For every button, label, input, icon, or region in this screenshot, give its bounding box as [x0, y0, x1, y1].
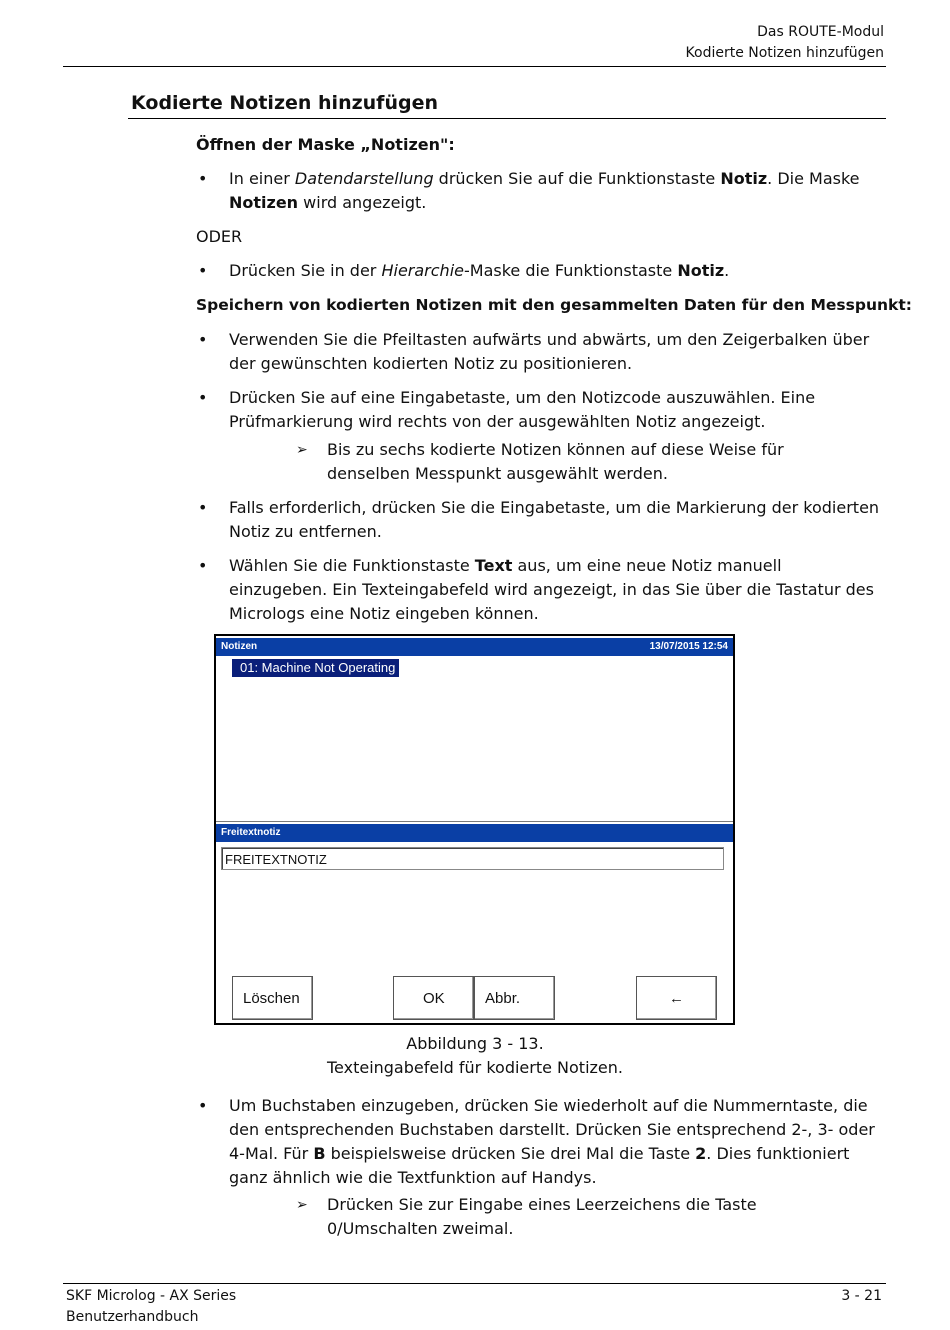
page-number: 3 - 21 [841, 1288, 882, 1304]
bullet-text-save-1: Verwenden Sie die Pfeiltasten aufwärts und abwärts, um den Zeigerbalken über der gewünschten kodierten Notiz zu positionieren. [229, 330, 870, 373]
bullet-text-letters: Um Buchstaben einzugeben, drücken Sie wiederholt auf die Nummerntaste, die den entsprechenden Buchstaben darstellt. Drücken Sie entsprechend 2-, 3- oder 4-Mal. Für B beispielsweise drücken Sie drei Mal die Taste 2. Dies funktioniert ganz ähnlich wie die Textfunktion auf Handys. [229, 1096, 875, 1187]
divider [216, 821, 733, 822]
figure-caption-number: Abbildung 3 - 13. [406, 1034, 544, 1053]
arrow-bullet-icon: ➢ [296, 1197, 308, 1213]
arrow-bullet-icon: ➢ [296, 442, 308, 458]
bullet-text-open-1: In einer Datendarstellung drücken Sie auf die Funktionstaste Notiz. Die Maske Notizen wird angezeigt. [229, 169, 860, 212]
footer-product: SKF Microlog - AX Series [66, 1288, 237, 1304]
figure-caption-text: Texteingabefeld für kodierte Notizen. [326, 1058, 623, 1077]
back-arrow-button[interactable]: ← [636, 976, 717, 1020]
freitext-input[interactable]: FREITEXTNOTIZ [221, 847, 724, 870]
title-rule [128, 118, 886, 119]
sub-bullet-text-1: Bis zu sechs kodierte Notizen können auf diese Weise für denselben Messpunkt ausgewählt werden. [327, 440, 784, 483]
freitext-title: Freitextnotiz [221, 827, 281, 838]
bullet: • [198, 169, 208, 188]
loeschen-button[interactable]: Löschen [232, 976, 313, 1020]
bullet-text-save-4: Wählen Sie die Funktionstaste Text aus, um eine neue Notiz manuell einzugeben. Ein Texteingabefeld wird angezeigt, in das Sie über die Tastatur des Micrologs eine Notiz eingeben können. [229, 556, 874, 623]
bullet-text-save-2: Drücken Sie auf eine Eingabetaste, um den Notizcode auszuwählen. Eine Prüfmarkierung wird rechts von der ausgewählten Notiz angezeigt. [229, 388, 816, 431]
oder-label: ODER [196, 227, 243, 246]
bullet: • [198, 388, 208, 407]
bullet-text-open-2: Drücken Sie in der Hierarchie-Maske die Funktionstaste Notiz. [229, 261, 730, 280]
header-rule [63, 66, 886, 67]
ok-button[interactable]: OK [393, 976, 474, 1020]
bullet: • [198, 330, 208, 349]
notizen-screen-figure [214, 634, 735, 1025]
notizen-titlebar [216, 638, 733, 656]
bullet: • [198, 556, 208, 575]
coded-note-item-selected[interactable]: 01: Machine Not Operating [232, 659, 399, 677]
bullet: • [198, 1096, 208, 1115]
bullet: • [198, 498, 208, 517]
sub-bullet-text-space: Drücken Sie zur Eingabe eines Leerzeichens die Taste 0/Umschalten zweimal. [327, 1195, 757, 1238]
bullet: • [198, 261, 208, 280]
running-header [686, 22, 884, 64]
header-chapter: Das ROUTE-Modul [757, 24, 884, 40]
subheading-open: Öffnen der Maske „Notizen": [196, 135, 455, 154]
abbr-button[interactable]: Abbr. [474, 976, 555, 1020]
notizen-title: Notizen [221, 641, 258, 652]
section-title: Kodierte Notizen hinzufügen [131, 92, 438, 114]
header-section: Kodierte Notizen hinzufügen [685, 45, 884, 61]
footer-left [66, 1286, 236, 1328]
footer-manual: Benutzerhandbuch [66, 1309, 199, 1325]
freitext-titlebar [216, 824, 733, 842]
subheading-save: Speichern von kodierten Notizen mit den gesammelten Daten für den Messpunkt: [196, 296, 912, 314]
bullet-text-save-3: Falls erforderlich, drücken Sie die Eingabetaste, um die Markierung der kodierten Notiz zu entfernen. [229, 498, 880, 541]
footer-rule [63, 1283, 886, 1284]
datetime-label: 13/07/2015 12:54 [649, 641, 728, 652]
